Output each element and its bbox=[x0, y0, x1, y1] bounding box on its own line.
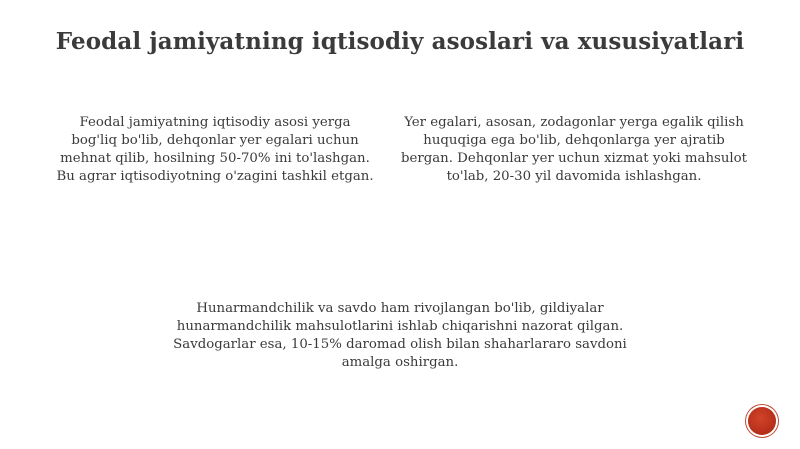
slide-title: Feodal jamiyatning iqtisodiy asoslari va xususiyatlari bbox=[55, 28, 745, 55]
next-slide-icon[interactable] bbox=[748, 407, 776, 435]
right-text-block: Yer egalari, asosan, zodagonlar yerga egalik qilish huquqiga ega bo'lib, dehqonlarga yer ajratib bergan. Dehqonlar yer uchun xizmat yoki mahsulot to'lab, 20-30 yil davomida ishlashgan. bbox=[400, 115, 748, 184]
left-text-block: Feodal jamiyatning iqtisodiy asosi yerga bog'liq bo'lib, dehqonlar yer egalari uchun mehnat qilib, hosilning 50-70% ini to'lashgan. Bu agrar iqtisodiyotning o'zagini tashkil etgan. bbox=[56, 115, 374, 184]
bottom-text-block: Hunarmandchilik va savdo ham rivojlangan bo'lib, gildiyalar hunarmandchilik mahsulotlarini ishlab chiqarishni nazorat qilgan. Savdogarlar esa, 10-15% daromad olish bilan shaharlararo savdoni amalga oshirgan. bbox=[173, 301, 627, 370]
